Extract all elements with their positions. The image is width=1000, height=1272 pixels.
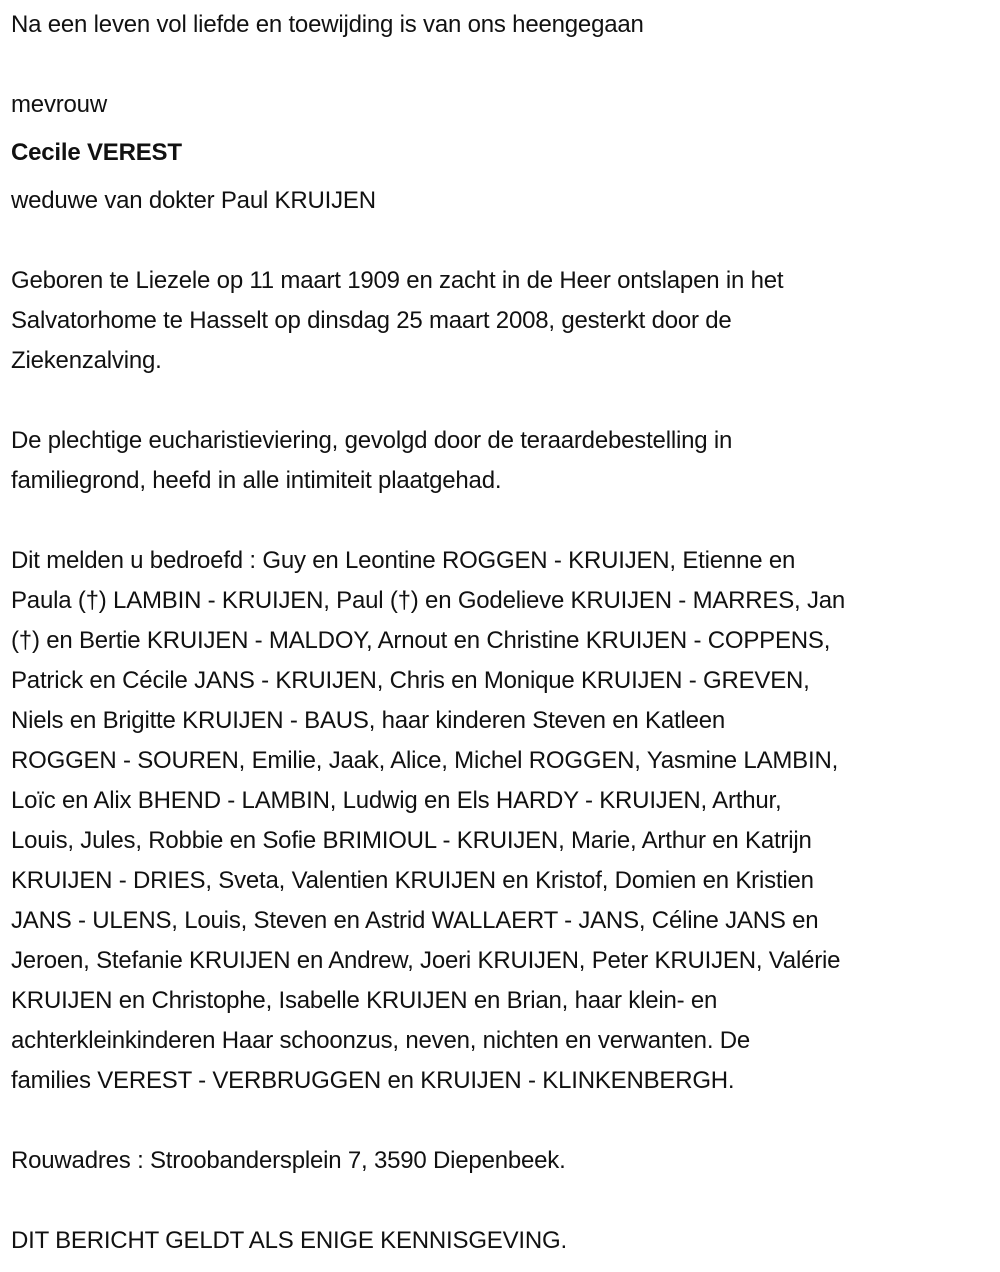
text-line: Patrick en Cécile JANS - KRUIJEN, Chris en Monique KRUIJEN - GREVEN, (11, 667, 810, 694)
text-line: Geboren te Liezele op 11 maart 1909 en zacht in de Heer ontslapen in het (11, 267, 784, 294)
title-text: mevrouw (11, 91, 107, 118)
text-line: ROGGEN - SOUREN, Emilie, Jaak, Alice, Michel ROGGEN, Yasmine LAMBIN, (11, 747, 839, 774)
text-line: KRUIJEN en Christophe, Isabelle KRUIJEN en Brian, haar klein- en (11, 987, 718, 1014)
intro-text: Na een leven vol liefde en toewijding is van ons heengegaan (11, 11, 644, 38)
text-line: KRUIJEN - DRIES, Sveta, Valentien KRUIJEN en Kristof, Domien en Kristien (11, 867, 814, 894)
deceased-name: Cecile VEREST (11, 139, 182, 166)
text-line: Paula (†) LAMBIN - KRUIJEN, Paul (†) en Godelieve KRUIJEN - MARRES, Jan (11, 587, 846, 614)
text-line: families VEREST - VERBRUGGEN en KRUIJEN - KLINKENBERGH. (11, 1067, 735, 1094)
subtitle-text: weduwe van dokter Paul KRUIJEN (11, 187, 376, 214)
text-line: De plechtige eucharistieviering, gevolgd door de teraardebestelling in (11, 427, 733, 454)
text-line: Ziekenzalving. (11, 347, 162, 374)
notice-text: DIT BERICHT GELDT ALS ENIGE KENNISGEVING. (11, 1227, 567, 1254)
text-line: Niels en Brigitte KRUIJEN - BAUS, haar kinderen Steven en Katleen (11, 707, 726, 734)
text-line: achterkleinkinderen Haar schoonzus, neven, nichten en verwanten. De (11, 1027, 751, 1054)
text-line: familiegrond, heefd in alle intimiteit plaatgehad. (11, 467, 502, 494)
text-line: Salvatorhome te Hasselt op dinsdag 25 maart 2008, gesterkt door de (11, 307, 732, 334)
text-line: Louis, Jules, Robbie en Sofie BRIMIOUL - KRUIJEN, Marie, Arthur en Katrijn (11, 827, 812, 854)
address-text: Rouwadres : Stroobandersplein 7, 3590 Diepenbeek. (11, 1147, 566, 1174)
text-line: JANS - ULENS, Louis, Steven en Astrid WALLAERT - JANS, Céline JANS en (11, 907, 819, 934)
text-line: Jeroen, Stefanie KRUIJEN en Andrew, Joeri KRUIJEN, Peter KRUIJEN, Valérie (11, 947, 841, 974)
text-line: Loïc en Alix BHEND - LAMBIN, Ludwig en Els HARDY - KRUIJEN, Arthur, (11, 787, 782, 814)
text-line: (†) en Bertie KRUIJEN - MALDOY, Arnout en Christine KRUIJEN - COPPENS, (11, 627, 831, 654)
text-line: Dit melden u bedroefd : Guy en Leontine ROGGEN - KRUIJEN, Etienne en (11, 547, 796, 574)
